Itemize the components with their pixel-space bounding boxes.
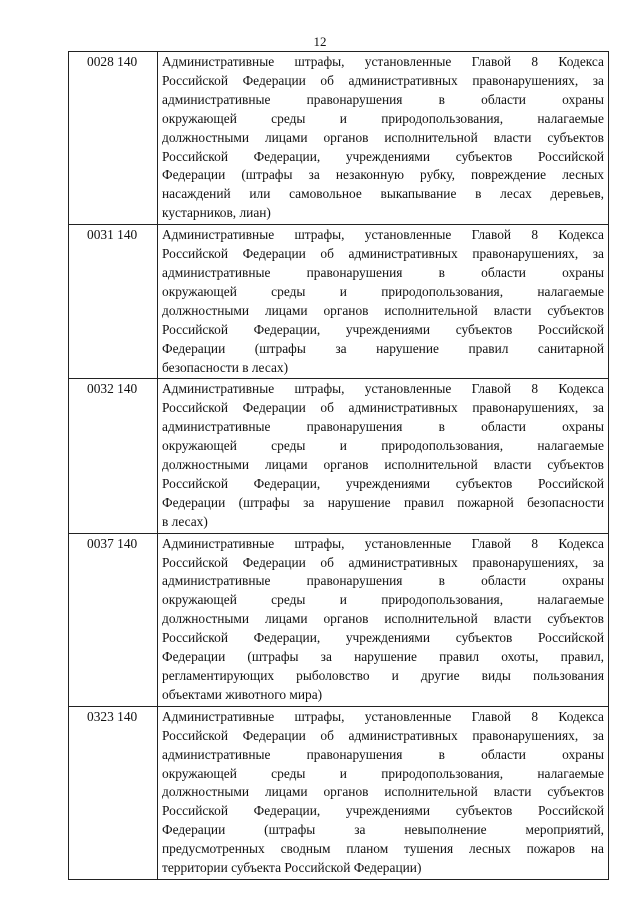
description-line: Административные штрафы, установленные Главой 8 Кодекса (162, 227, 604, 243)
description-line: объектами животного мира) (162, 686, 323, 702)
page-number: 12 (313, 34, 327, 49)
description-line: насаждений или самовольное выкапывание в лесах деревьев, (162, 186, 604, 202)
description-line: территории субъекта Российской Федерации) (162, 860, 422, 876)
table-row (69, 52, 609, 225)
description-line: должностными лицами органов исполнительной власти субъектов (162, 457, 604, 473)
description-line: кустарников, лиан) (162, 205, 271, 221)
revenue-code-cell: 0032 140 (69, 379, 158, 533)
codes-table-body (69, 52, 609, 880)
description-line: Российской Федерации, учреждениями субъектов Российской (162, 148, 604, 164)
description-line: Российской Федерации об административных правонарушениях, за (162, 554, 604, 570)
description-line: безопасности в лесах) (162, 359, 289, 375)
revenue-code-cell: 0037 140 (69, 533, 158, 706)
revenue-code-cell: 0031 140 (69, 225, 158, 379)
description-line: Российской Федерации, учреждениями субъектов Российской (162, 321, 604, 337)
description-line: Российской Федерации, учреждениями субъектов Российской (162, 803, 604, 819)
description-cell (158, 225, 609, 379)
description-cell (158, 52, 609, 225)
description-line: должностными лицами органов исполнительной власти субъектов (162, 784, 604, 800)
description-line: Федерации (штрафы за нарушение правил санитарной (162, 340, 604, 356)
description-line: Российской Федерации об административных правонарушениях, за (162, 727, 604, 743)
description-line: административные правонарушения в области охраны (162, 573, 604, 589)
table-row (69, 706, 609, 879)
description-line: Российской Федерации, учреждениями субъектов Российской (162, 630, 604, 646)
description-line: Административные штрафы, установленные Главой 8 Кодекса (162, 381, 604, 397)
description-line: должностными лицами органов исполнительной власти субъектов (162, 302, 604, 318)
description-line: окружающей среды и природопользования, налагаемые (162, 592, 604, 608)
revenue-code-cell: 0028 140 (69, 52, 158, 225)
description-line: Федерации (штрафы за невыполнение мероприятий, (162, 822, 604, 838)
description-cell (158, 379, 609, 533)
description-line: Российской Федерации, учреждениями субъектов Российской (162, 475, 604, 491)
description-line: Федерации (штрафы за нарушение правил охоты, правил, (162, 649, 604, 665)
description-line: окружающей среды и природопользования, налагаемые (162, 438, 604, 454)
description-line: административные правонарушения в области охраны (162, 91, 604, 107)
description-line: административные правонарушения в области охраны (162, 264, 604, 280)
description-line: должностными лицами органов исполнительной власти субъектов (162, 611, 604, 627)
description-line: Российской Федерации об административных правонарушениях, за (162, 400, 604, 416)
description-line: Административные штрафы, установленные Главой 8 Кодекса (162, 54, 604, 69)
description-line: Федерации (штрафы за нарушение правил пожарной безопасности (162, 494, 604, 510)
codes-table (68, 51, 609, 880)
revenue-code-cell: 0323 140 (69, 706, 158, 879)
description-line: Административные штрафы, установленные Главой 8 Кодекса (162, 535, 604, 551)
description-line: Административные штрафы, установленные Главой 8 Кодекса (162, 708, 604, 724)
description-line: Федерации (штрафы за незаконную рубку, повреждение лесных (162, 167, 604, 183)
description-line: окружающей среды и природопользования, налагаемые (162, 283, 604, 299)
description-cell (158, 533, 609, 706)
description-line: должностными лицами органов исполнительной власти субъектов (162, 129, 604, 145)
table-row (69, 225, 609, 379)
description-cell (158, 706, 609, 879)
description-line: в лесах) (162, 513, 208, 529)
description-line: административные правонарушения в области охраны (162, 746, 604, 762)
description-line: административные правонарушения в области охраны (162, 419, 604, 435)
description-line: окружающей среды и природопользования, налагаемые (162, 765, 604, 781)
description-line: Российской Федерации об административных правонарушениях, за (162, 72, 604, 88)
description-line: регламентирующих рыболовство и другие виды пользования (162, 668, 604, 683)
table-row (69, 379, 609, 533)
description-line: окружающей среды и природопользования, налагаемые (162, 110, 604, 126)
description-line: Российской Федерации об административных правонарушениях, за (162, 246, 604, 262)
description-line: предусмотренных сводным планом тушения лесных пожаров на (162, 841, 604, 857)
table-row (69, 533, 609, 706)
